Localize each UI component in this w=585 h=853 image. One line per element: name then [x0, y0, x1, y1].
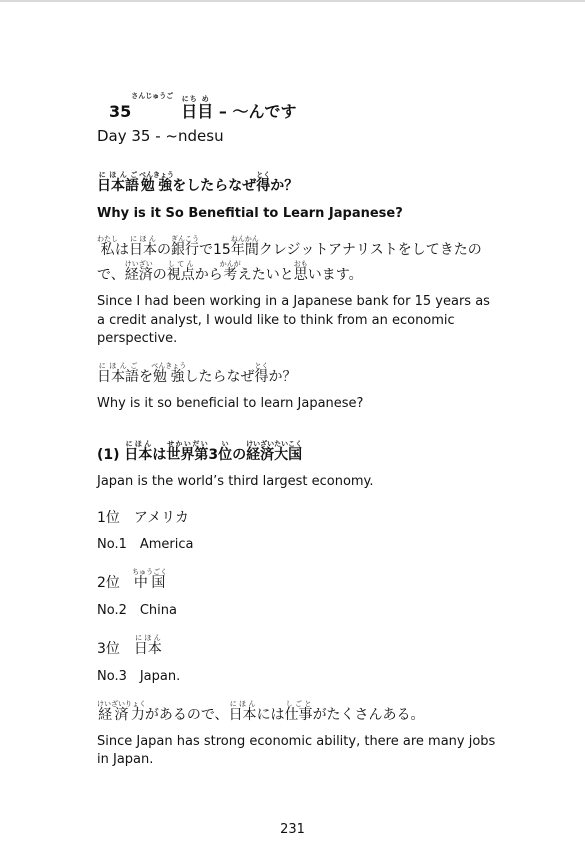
chapter-kanji-ordinal: 目め — [197, 95, 214, 121]
furigana-word: 日本語にほんご — [97, 170, 139, 194]
furigana-word: 日本語にほんご — [97, 361, 139, 385]
section1-en-paragraph: Since I had been working in a Japanese bank for 15 years as a credit analyst, I would like to think from an economic perspective. — [97, 294, 490, 346]
furigana-word: 仕事しごと — [284, 699, 313, 723]
section2-en-heading: Japan is the world’s third largest economy. — [97, 474, 374, 490]
ranking-3-en: No.3 Japan. — [97, 668, 181, 684]
furigana-word: 勉強べんきょう — [139, 170, 174, 194]
furigana-word: 思おも — [293, 259, 308, 283]
furigana-word: 経済けいざい — [124, 259, 153, 283]
chapter-title-rest: – ～んです — [213, 102, 297, 121]
furigana-word: 位い — [218, 439, 233, 463]
ranking-1-jp: 1位 アメリカ — [97, 509, 189, 526]
ranking-3-jp: 3位 日本にほん — [97, 634, 162, 657]
section1-jp-heading: 日本語にほんご勉強べんきょうをしたらなぜ得とくか？ — [97, 170, 299, 194]
chapter-kanji-day: 日にち — [181, 95, 198, 121]
furigana-word: 視点してん — [166, 259, 195, 283]
section1-jp-paragraph: 私わたしは日本にほんの銀行ぎんこうで15年間ねんかんクレジットアナリストをしてきたので、経済けいざいの視点してんから考かんがえたいと思おもいます。 — [97, 235, 482, 283]
ranking-2-en: No.2 China — [97, 602, 177, 618]
furigana-word: 得とく — [254, 361, 269, 385]
chapter-title — [97, 92, 497, 125]
ranking-2-jp: 2位 中国ちゅうごく — [97, 568, 168, 592]
furigana-word: 経済力けいざいりょく — [97, 699, 146, 723]
furigana-word: 中国ちゅうごく — [132, 568, 168, 592]
furigana-word: 日本にほん — [129, 235, 157, 259]
section1-jp-question: 日本語にほんごを勉強べんきょうしたらなぜ得とくか？ — [97, 361, 297, 385]
section2-jp-conclusion: 経済力けいざいりょくがあるので、日本にほんには仕事しごとがたくさんある。 — [97, 699, 425, 723]
section1-en-heading: Why is it So Benefitial to Learn Japanese? — [97, 206, 403, 222]
furigana-word: 日本にほん — [228, 699, 257, 723]
chapter-subtitle: Day 35 - ~ndesu — [97, 126, 224, 145]
section2-jp-heading: (1) 日本にほんは世界第せかいだい3位いの経済大国けいざいたいこく — [97, 439, 303, 463]
section1-en-question: Why is it so beneficial to learn Japanese? — [97, 396, 364, 412]
page-content — [97, 92, 497, 770]
furigana-word: 考かんが — [219, 259, 241, 283]
furigana-word: 勉強べんきょう — [151, 361, 187, 385]
furigana-word: 世界第せかいだい — [166, 439, 209, 463]
furigana-word: 銀行ぎんこう — [171, 235, 199, 259]
furigana-word: 日本にほん — [133, 634, 162, 657]
furigana-word: 得とく — [256, 170, 271, 194]
furigana-word: 日本にほん — [124, 439, 153, 463]
furigana-word: 経済大国けいざいたいこく — [246, 439, 303, 463]
ranking-1-en: No.1 America — [97, 537, 194, 553]
page-number: 231 — [280, 822, 305, 837]
furigana-word: 私わたし — [97, 235, 118, 259]
chapter-number: 35さんじゅうご — [109, 92, 174, 121]
top-border-line — [0, 0, 585, 2]
furigana-word: 年間ねんかん — [230, 235, 259, 259]
section2-en-conclusion: Since Japan has strong economic ability, there are many jobs in Japan. — [97, 734, 496, 768]
